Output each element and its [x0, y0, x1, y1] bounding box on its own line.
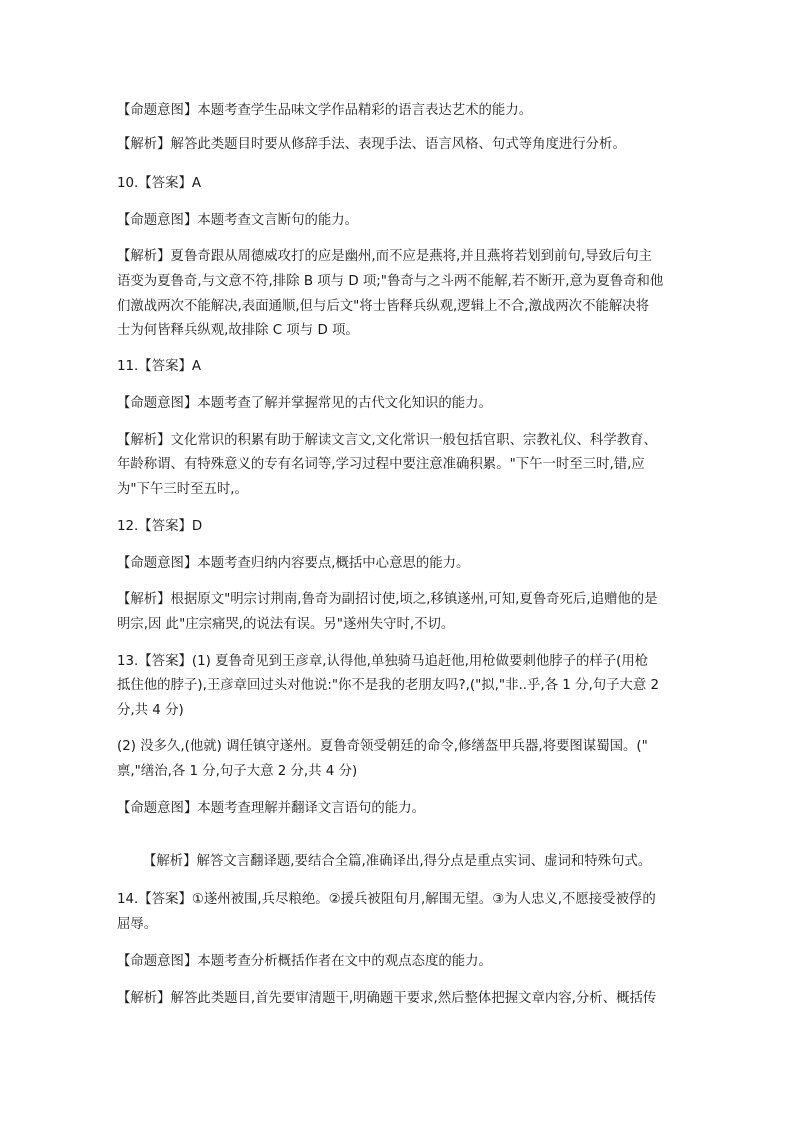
analysis-13: 【解析】解答文言翻译题,要结合全篇,准确译出,得分点是重点实词、虚词和特殊句式。	[143, 854, 652, 869]
answer-13-l5: 禀,"缮治,各 1 分,句子大意 2 分,共 4 分)	[117, 764, 358, 779]
analysis-10-l3: 们激战两次不能解决,表面通顺,但与后文"将士皆释兵纵观,逻辑上不合,激战两次不能解决将	[117, 299, 650, 314]
answer-14-l2: 屈辱。	[117, 917, 158, 932]
answer-14-l1: 14.【答案】①遂州被围,兵尽粮绝。②援兵被阻旬月,解围无望。③为人忠义,不愿接受被俘的	[117, 892, 656, 907]
analysis-10-l4: 士为何皆释兵纵观,故排除 C 项与 D 项。	[117, 323, 359, 338]
analysis-12-l2: 明宗,因 此"庄宗痛哭,的说法有误。另"遂州失守时,不切。	[117, 617, 455, 632]
answer-13-l3: 分,共 4 分)	[117, 703, 184, 718]
answer-10: 10.【答案】A	[117, 176, 202, 191]
answer-13-l4: (2) 没多久,(他就) 调任镇守遂州。夏鲁奇领受朝廷的命令,修缮盔甲兵器,将要图谋蜀国。("	[117, 739, 648, 754]
analysis-11-l2: 年龄称谓、有特殊意义的专有名词等,学习过程中要注意准确积累。"下午一时至三时,错,应	[117, 457, 645, 472]
answer-11: 11.【答案】A	[117, 359, 202, 374]
intent-13: 【命题意图】本题考查理解并翻译文言语句的能力。	[117, 801, 425, 816]
answer-12: 12.【答案】D	[117, 519, 203, 534]
analysis-11-l3: 为"下午三时至五时,。	[117, 482, 248, 497]
answer-13-l1: 13.【答案】(1) 夏鲁奇见到王彦章,认得他,单独骑马追赶他,用枪做要刺他脖子的样子(用枪	[117, 654, 649, 669]
intent-10: 【命题意图】本题考查文言断句的能力。	[117, 213, 359, 228]
intent-14: 【命题意图】本题考查分析概括作者在文中的观点态度的能力。	[117, 954, 492, 969]
intent-9: 【命题意图】本题考查学生品味文学作品精彩的语言表达艺术的能力。	[117, 103, 533, 118]
analysis-12-l1: 【解析】根据原文"明宗讨荆南,鲁奇为副招讨使,顷之,移镇遂州,可知,夏鲁奇死后,追赠他的是	[117, 592, 658, 607]
analysis-9: 【解析】解答此类题目时要从修辞手法、表现手法、语言风格、句式等角度进行分析。	[117, 137, 626, 152]
intent-12: 【命题意图】本题考查归纳内容要点,概括中心意思的能力。	[117, 556, 470, 571]
analysis-11-l1: 【解析】文化常识的积累有助于解读文言文,文化常识一般包括官职、宗教礼仪、科学教育、	[117, 433, 657, 448]
analysis-10-l1: 【解析】夏鲁奇跟从周德威攻打的应是幽州,而不应是燕将,并且燕将若划到前句,导致后句主	[117, 249, 653, 264]
intent-11: 【命题意图】本题考查了解并掌握常见的古代文化知识的能力。	[117, 396, 492, 411]
answer-13-l2: 抵住他的脖子),王彦章回过头对他说:"你不是我的老朋友吗?,("拟,"非..乎,各 1 分,句子大意 2	[117, 678, 660, 693]
analysis-14: 【解析】解答此类题目,首先要审清题干,明确题干要求,然后整体把握文章内容,分析、概括传	[117, 991, 657, 1006]
analysis-10-l2: 语变为夏鲁奇,与文意不符,排除 B 项与 D 项;"鲁奇与之斗两不能解,若不断开,意为夏鲁奇和他	[117, 274, 664, 289]
